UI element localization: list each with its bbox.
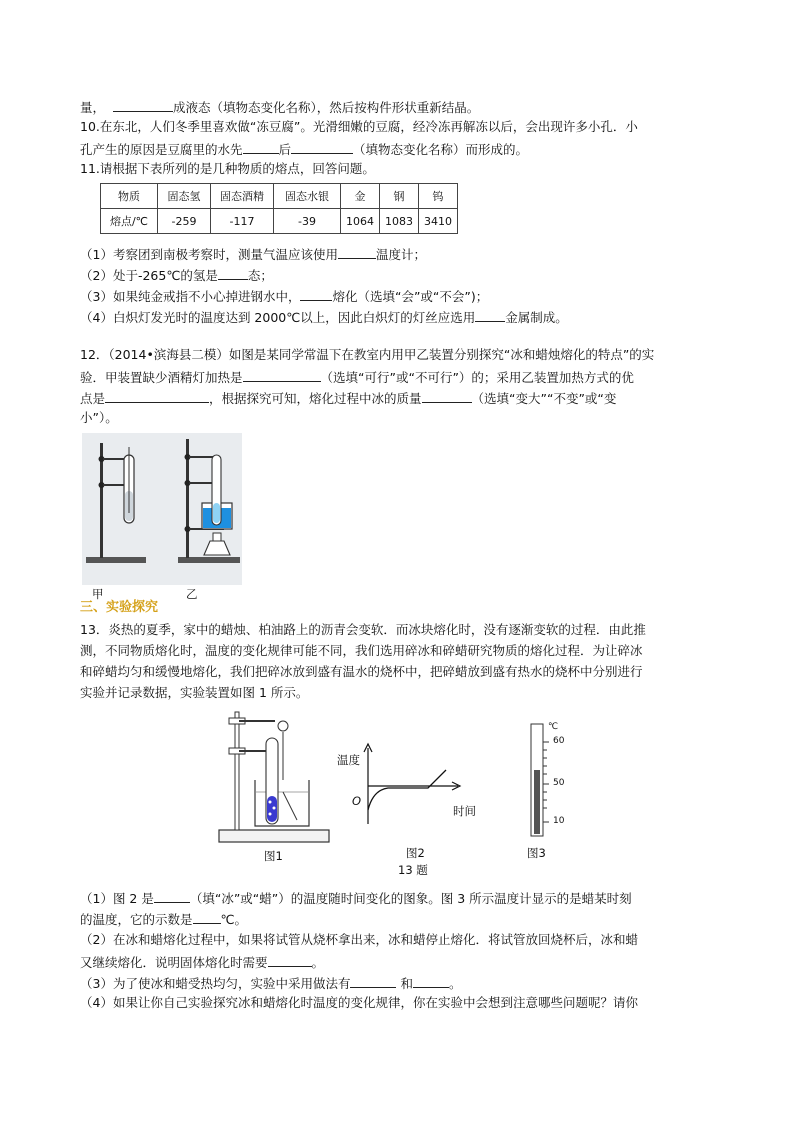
q12-line-4: 小”）。 — [80, 410, 118, 425]
q13-line-4: 实验并记录数据，实验装置如图 1 所示。 — [80, 685, 309, 700]
answer-blank[interactable] — [413, 974, 449, 988]
table-cell: 熔点/℃ — [101, 209, 158, 234]
graph-ylabel: 温度 — [337, 753, 360, 767]
melting-point-table — [100, 183, 458, 234]
q13-sub-1a: （1）图 2 是 （填“冰”或“蜡”）的温度随时间变化的图象。图 3 所示温度计显示的是蜡某时刻 — [80, 891, 632, 906]
answer-blank[interactable] — [105, 389, 209, 403]
q11-sub-2: （2）处于-265℃的氢是 态； — [80, 268, 273, 283]
table-cell: 1083 — [380, 209, 419, 234]
q13-line-3: 和碎蜡均匀和缓慢地熔化，我们把碎冰放到盛有温水的烧杯中，把碎蜡放到盛有热水的烧杯中分别进行 — [80, 664, 643, 679]
q13-sub-2a: （2）在冰和蜡熔化过程中，如果将试管从烧杯拿出来，冰和蜡停止熔化．将试管放回烧杯后，冰和蜡 — [80, 932, 638, 947]
table-cell: 3410 — [419, 209, 458, 234]
fig1-caption: 图1 — [264, 849, 283, 863]
answer-blank[interactable] — [113, 98, 173, 112]
answer-blank[interactable] — [338, 245, 376, 259]
table-cell: -117 — [211, 209, 274, 234]
answer-blank[interactable] — [350, 974, 396, 988]
q11-sub-3: （3）如果纯金戒指不小心掉进钢水中， 熔化（选填“会”或“不会”)； — [80, 289, 489, 304]
answer-blank[interactable] — [475, 308, 505, 322]
temperature-curve — [368, 770, 446, 810]
table-cell: 固态水银 — [274, 184, 341, 209]
table-cell: 1064 — [341, 209, 380, 234]
label-yi: 乙 — [186, 587, 198, 601]
graph-xlabel: 时间 — [453, 804, 476, 818]
q11-intro: 11.请根据下表所列的是几种物质的熔点，回答问题。 — [80, 161, 375, 176]
answer-blank[interactable] — [218, 266, 248, 280]
table-cell: 物质 — [101, 184, 158, 209]
q12-line-1: 12．（2014•滨海县二模）如图是某同学常温下在教室内用甲乙装置分别探究“冰和蜡烛熔化的特点”的实 — [80, 347, 655, 362]
q13-sub-1b: 的温度，它的示数是 ℃。 — [80, 912, 248, 927]
fig3-caption: 图3 — [527, 846, 546, 860]
label-jia: 甲 — [92, 587, 104, 601]
fig2-caption: 图2 — [406, 846, 425, 860]
answer-blank[interactable] — [243, 140, 279, 154]
thermometer-tick: 50 — [553, 778, 565, 788]
q10-line-1: 10.在东北，人们冬季里喜欢做“冻豆腐”。光滑细嫩的豆腐，经冷冻再解冻以后，会出现许多小孔．小 — [80, 119, 638, 134]
q12-line-2: 验．甲装置缺少酒精灯加热是 （选填“可行”或“不可行”）的；采用乙装置加热方式的优 — [80, 370, 634, 385]
table-row — [101, 209, 458, 234]
answer-blank[interactable] — [243, 368, 321, 382]
answer-blank[interactable] — [300, 287, 332, 301]
table-cell: 金 — [341, 184, 380, 209]
table-cell: 固态酒精 — [211, 184, 274, 209]
thermometer-unit: ℃ — [548, 722, 559, 732]
fig2-graph — [340, 742, 485, 834]
table-cell: -259 — [158, 209, 211, 234]
answer-blank[interactable] — [268, 953, 312, 967]
section-heading: 三、实验探究 — [80, 600, 159, 615]
q10-line-2: 孔产生的原因是豆腐里的水先 后 （填物态变化名称）而形成的。 — [80, 142, 529, 157]
table-cell: 固态氢 — [158, 184, 211, 209]
q13-sub-4: （4）如果让你自己实验探究冰和蜡熔化时温度的变化规律，你在实验中会想到注意哪些问题呢？请你 — [80, 995, 638, 1010]
answer-blank[interactable] — [154, 889, 190, 903]
figure-title: 13 题 — [398, 863, 428, 877]
thermometer-tick: 10 — [553, 816, 565, 826]
q13-sub-3: （3）为了使冰和蜡受热均匀，实验中采用做法有 和 。 — [80, 976, 462, 991]
q12-line-3: 点是 ，根据探究可知，熔化过程中冰的质量 （选填“变大”“不变”或“变 — [80, 391, 617, 406]
table-cell: -39 — [274, 209, 341, 234]
mercury-column — [534, 770, 540, 834]
answer-blank[interactable] — [422, 389, 472, 403]
q9-tail-line: 量， 成液态（填物态变化名称），然后按构件形状重新结晶。 — [80, 100, 480, 115]
answer-blank[interactable] — [193, 910, 221, 924]
q11-sub-4: （4）白炽灯发光时的温度达到 2000℃以上，因此白炽灯的灯丝应选用 金属制成。 — [80, 310, 568, 325]
q12-apparatus-figure — [82, 433, 242, 585]
graph-origin: O — [352, 794, 362, 808]
fig1-apparatus — [215, 708, 333, 848]
q13-sub-2b: 又继续熔化．说明固体熔化时需要 。 — [80, 955, 325, 970]
table-header-row — [101, 184, 458, 209]
table-cell: 钨 — [419, 184, 458, 209]
q13-line-2: 测，不同物质熔化时，温度的变化规律可能不同，我们选用碎冰和碎蜡研究物质的熔化过程．为让碎冰 — [80, 643, 643, 658]
thermometer-tick: 60 — [553, 736, 565, 746]
table-cell: 钢 — [380, 184, 419, 209]
q11-sub-1: （1）考察团到南极考察时，测量气温应该使用 温度计； — [80, 247, 426, 262]
answer-blank[interactable] — [291, 140, 353, 154]
q13-line-1: 13．炎热的夏季，家中的蜡烛、柏油路上的沥青会变软．而冰块熔化时，没有逐渐变软的过程．由此推 — [80, 622, 646, 637]
